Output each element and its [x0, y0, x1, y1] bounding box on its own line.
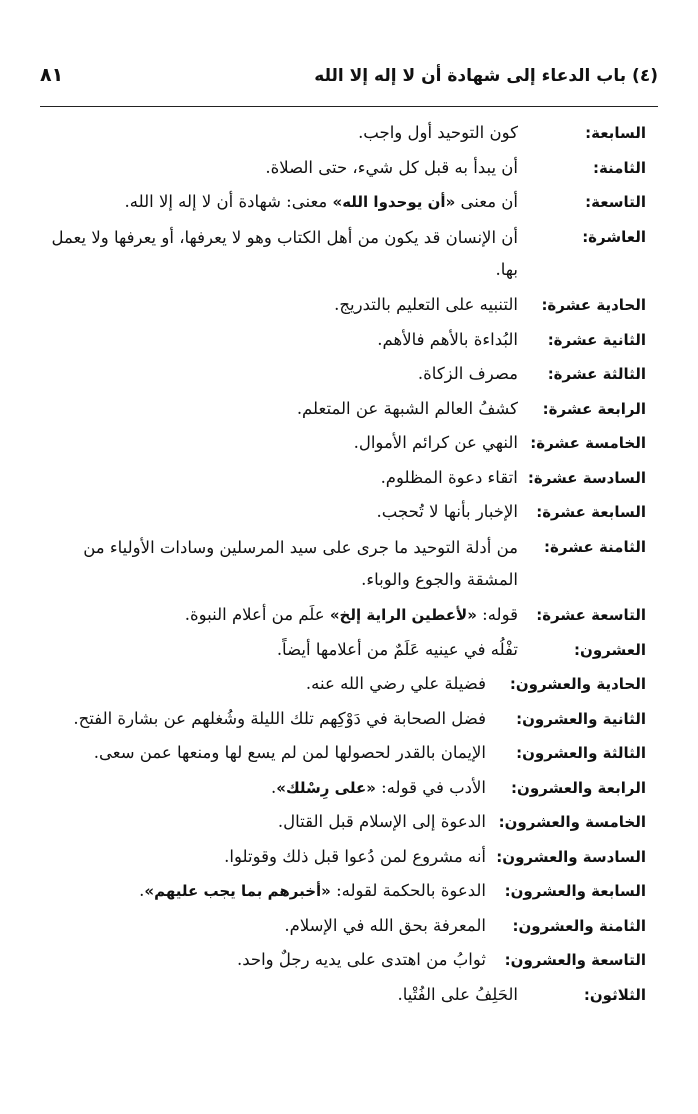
item-label: السابعة عشرة:	[536, 503, 646, 521]
list-item	[46, 359, 646, 389]
item-text-after: .	[271, 777, 277, 797]
list-item	[46, 911, 646, 941]
item-text	[46, 187, 518, 217]
lessons-list	[46, 118, 646, 1014]
item-label: السادسة عشرة:	[527, 468, 646, 487]
list-item	[46, 876, 646, 906]
list-item	[46, 669, 646, 699]
item-label: الثامنة والعشرون:	[512, 916, 646, 935]
list-item	[46, 187, 646, 217]
list-item	[46, 635, 646, 665]
list-item	[46, 532, 646, 596]
item-text: الدعوة إلى الإسلام قبل القتال.	[277, 812, 486, 831]
list-item	[46, 773, 646, 803]
item-text: الإيمان بالقدر لحصولها لمن لم يسع لها ومنعها عمن سعى.	[93, 743, 486, 762]
list-item	[46, 497, 646, 527]
item-text: كشفُ العالم الشبهة عن المتعلم.	[296, 398, 518, 418]
item-text-before: الأدب في قوله:	[375, 777, 486, 797]
item-label: الحادية والعشرون:	[509, 675, 646, 693]
item-label: الثانية والعشرون:	[516, 709, 646, 728]
list-item	[46, 222, 646, 286]
item-text: النهي عن كرائم الأموال.	[353, 433, 518, 452]
item-label: السادسة والعشرون:	[496, 847, 646, 866]
item-label: الرابعة عشرة:	[542, 399, 646, 418]
item-text	[46, 600, 518, 630]
list-item	[46, 428, 646, 458]
item-text: التنبيه على التعليم بالتدريج.	[334, 295, 518, 314]
item-text: من أدلة التوحيد ما جرى على سيد المرسلين وسادات الأولياء من المشقة والجوع والوباء.	[83, 537, 518, 589]
item-label: التاسعة:	[585, 193, 646, 211]
item-text: اتقاء دعوة المظلوم.	[380, 467, 518, 487]
item-label: الثامنة عشرة:	[544, 537, 646, 556]
item-label: الحادية عشرة:	[541, 296, 646, 314]
item-quote: «على رِسْلك»	[276, 778, 376, 797]
item-label: الثامنة:	[592, 158, 646, 177]
item-text: أنه مشروع لمن دُعوا قبل ذلك وقوتلوا.	[224, 846, 486, 866]
item-label: الثانية عشرة:	[547, 330, 646, 349]
header-divider	[40, 106, 658, 107]
list-item	[46, 118, 646, 148]
page-number: ٨١	[40, 64, 64, 86]
item-text: مصرف الزكاة.	[417, 364, 518, 383]
item-label: الثلاثون:	[583, 985, 646, 1004]
item-label: السابعة:	[585, 124, 646, 142]
item-label: العشرون:	[574, 640, 646, 659]
item-quote: «لأعطين الراية إلخ»	[329, 606, 477, 624]
list-item	[46, 600, 646, 630]
list-item	[46, 394, 646, 424]
item-text: الحَلِفُ على الفُتْيا.	[397, 984, 518, 1004]
item-label: التاسعة والعشرون:	[504, 951, 646, 969]
page-header	[40, 60, 658, 96]
item-text-after: علَم من أعلام النبوة.	[184, 605, 330, 624]
list-item	[46, 463, 646, 493]
item-text-after: معنى: شهادة أن لا إله إلا الله.	[124, 192, 333, 211]
item-text	[46, 876, 486, 906]
list-item	[46, 807, 646, 837]
item-quote: «أخبرهم بما يجب عليهم»	[144, 882, 331, 900]
item-label: الخامسة والعشرون:	[498, 813, 646, 831]
item-text-before: قوله:	[476, 605, 518, 624]
item-text: ثوابُ من اهتدى على يديه رجلٌ واحد.	[236, 950, 486, 969]
item-text-before: الدعوة بالحكمة لقوله:	[330, 881, 486, 900]
item-text: فضيلة علي رضي الله عنه.	[305, 674, 486, 693]
item-label: التاسعة عشرة:	[536, 606, 646, 624]
item-text-after: .	[139, 881, 145, 900]
list-item	[46, 325, 646, 355]
list-item	[46, 738, 646, 768]
item-text: أن يبدأ به قبل كل شيء، حتى الصلاة.	[265, 157, 518, 177]
item-label: الخامسة عشرة:	[530, 434, 646, 452]
item-label: السابعة والعشرون:	[504, 882, 646, 900]
list-item	[46, 980, 646, 1010]
item-text: البُداءة بالأهم فالأهم.	[377, 329, 518, 349]
list-item	[46, 290, 646, 320]
item-text: كون التوحيد أول واجب.	[358, 123, 518, 142]
item-text-before: أن معنى	[455, 192, 518, 211]
item-text	[46, 773, 486, 803]
list-item	[46, 945, 646, 975]
item-text: تفْلُه في عينيه عَلَمٌ من أعلامها أيضاً.	[276, 639, 518, 659]
item-text: الإخبار بأنها لا تُحجب.	[376, 502, 518, 521]
item-label: الرابعة والعشرون:	[511, 778, 646, 797]
item-quote: «أن يوحدوا الله»	[332, 193, 456, 211]
list-item	[46, 842, 646, 872]
list-item	[46, 153, 646, 183]
list-item	[46, 704, 646, 734]
item-text: أن الإنسان قد يكون من أهل الكتاب وهو لا يعرفها، أو يعرفها ولا يعمل بها.	[51, 227, 518, 279]
item-label: الثالثة والعشرون:	[516, 744, 646, 762]
item-text: فضل الصحابة في دَوْكِهم تلك الليلة وشُغلهم عن بشارة الفتح.	[73, 708, 486, 728]
item-label: العاشرة:	[582, 227, 646, 246]
chapter-title: (٤) باب الدعاء إلى شهادة أن لا إله إلا الله	[314, 66, 658, 86]
item-label: الثالثة عشرة:	[547, 365, 646, 383]
item-text: المعرفة بحق الله في الإسلام.	[284, 915, 486, 935]
